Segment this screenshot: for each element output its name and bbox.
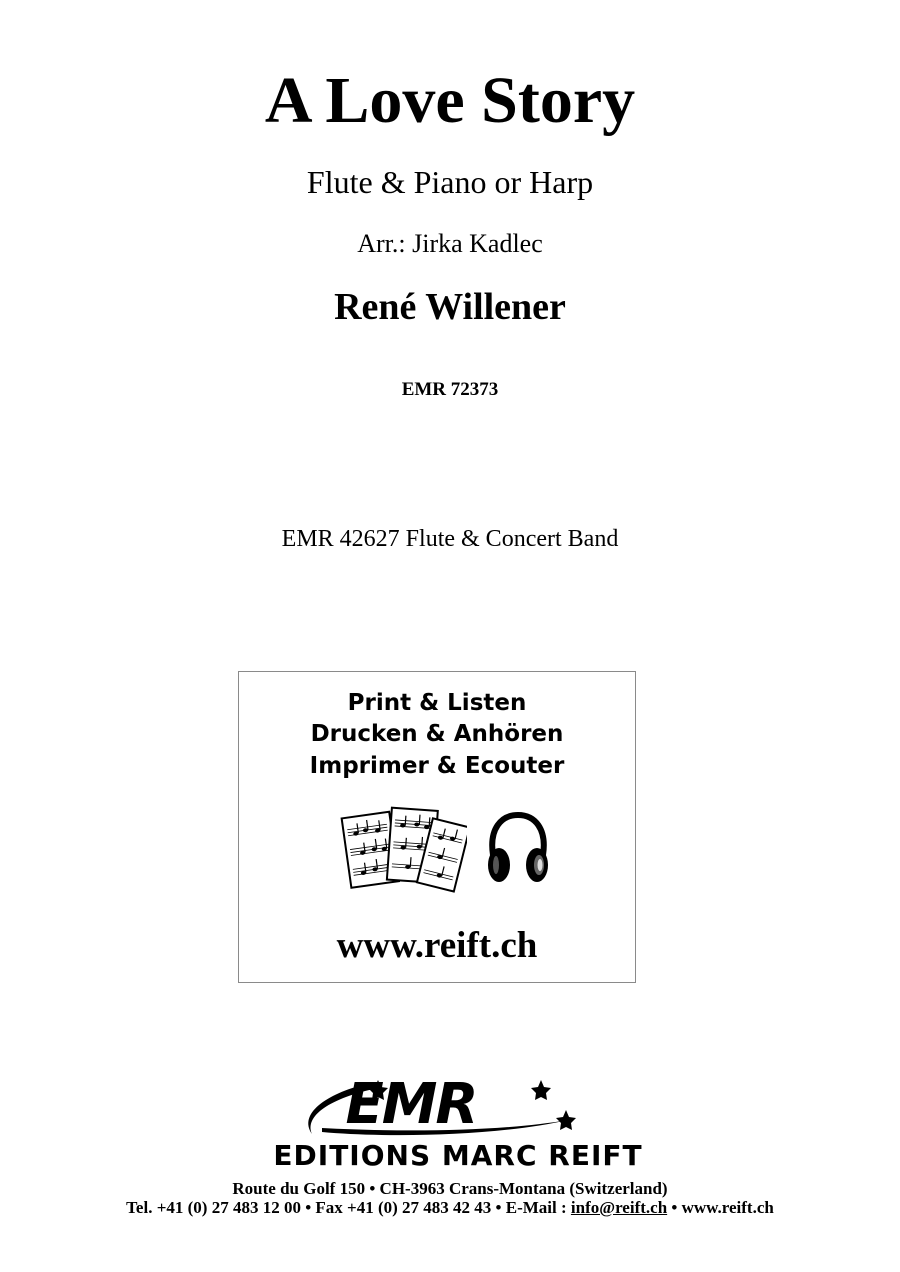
alternate-edition: EMR 42627 Flute & Concert Band (281, 526, 619, 552)
contact-website: • www.reift.ch (667, 1198, 774, 1217)
instrumentation: Flute & Piano or Harp (306, 164, 594, 200)
arranger: Arr.: Jirka Kadlec (357, 229, 543, 258)
promo-url-link[interactable]: www.reift.ch (336, 925, 538, 966)
publisher-address: Route du Golf 150 • CH-3963 Crans-Montana (Switzerland) (232, 1179, 668, 1198)
email-link[interactable]: info@reift.ch (570, 1198, 668, 1217)
emr-logo (238, 1072, 678, 1172)
page-title: A Love Story (264, 64, 636, 137)
catalog-number: EMR 72373 (401, 379, 499, 400)
print-listen-box (238, 671, 636, 983)
contact-phone-fax: Tel. +41 (0) 27 483 12 00 • Fax +41 (0) 27 483 42 43 • E-Mail : (126, 1198, 571, 1217)
logo-emr-text: EMR (345, 1072, 477, 1137)
publisher-contact (0, 1197, 900, 1219)
promo-line-french: Imprimer & Ecouter (309, 753, 565, 779)
publisher-name: EDITIONS MARC REIFT (273, 1139, 643, 1172)
promo-line-english: Print & Listen (347, 690, 527, 716)
headphones-icon (483, 809, 553, 889)
promo-line-german: Drucken & Anhören (310, 721, 564, 747)
sheet-music-icon (339, 805, 467, 897)
composer: René Willener (334, 286, 566, 328)
